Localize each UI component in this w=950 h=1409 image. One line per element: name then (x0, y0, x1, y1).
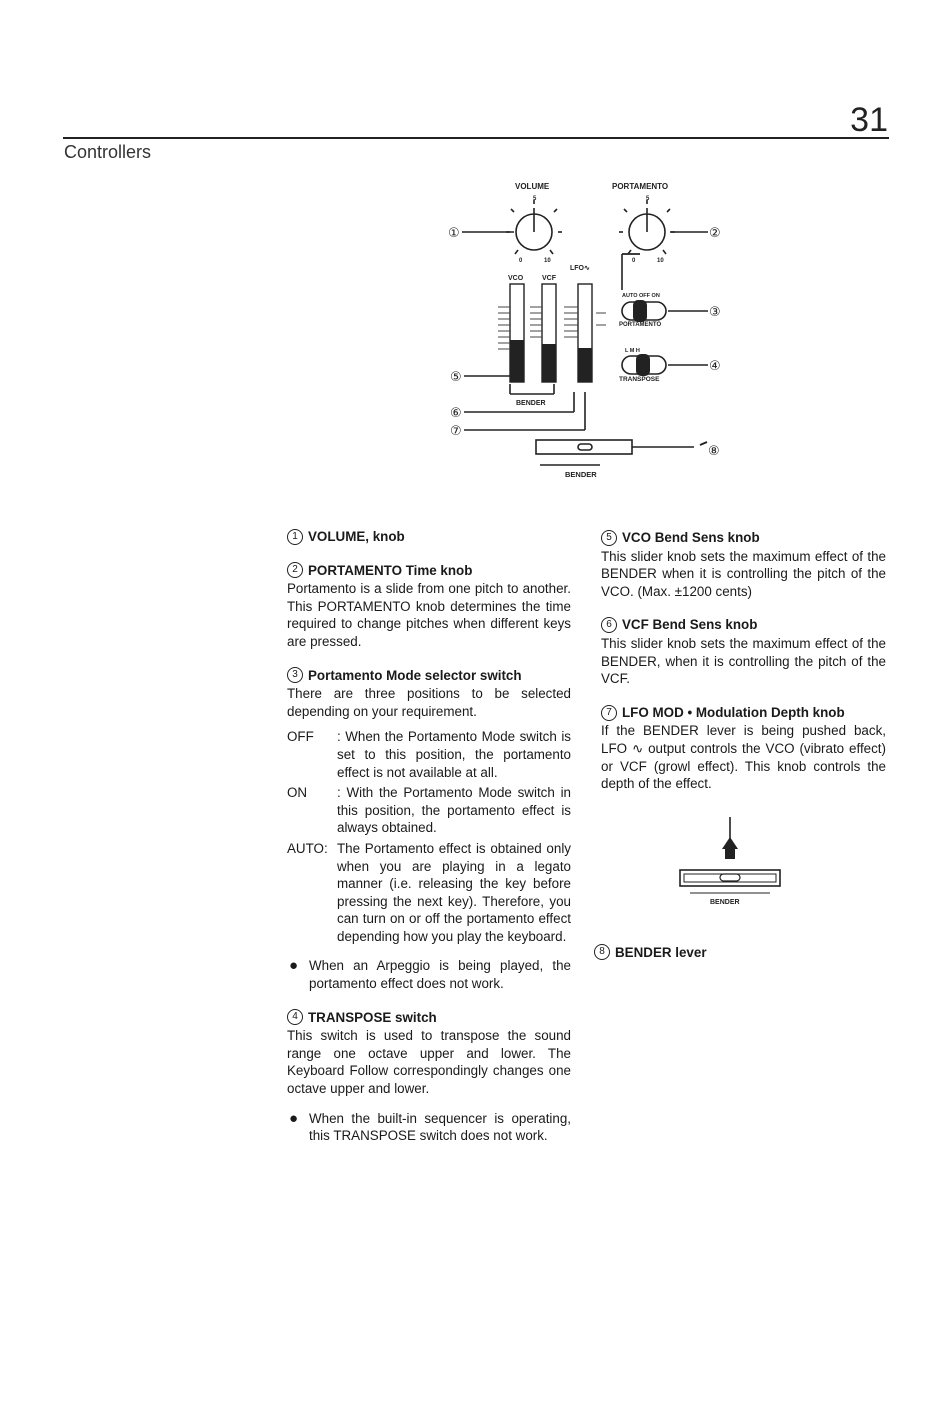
bender-lever-illustration (676, 815, 784, 910)
item-number: 7 (601, 705, 617, 721)
section-title: Controllers (64, 142, 152, 162)
bullet-text: When an Arpeggio is being played, the portamento effect does not work. (309, 958, 571, 992)
item-number: 8 (594, 944, 610, 960)
callout-2: ② (709, 226, 721, 241)
item-number: 6 (601, 617, 617, 633)
item-number: 1 (287, 529, 303, 545)
note-bullet (287, 1110, 571, 1145)
item-body: This slider knob sets the maximum effect of the BENDER when it is controlling the pitch of the VCO. (Max. ±1200 cents) (601, 548, 886, 599)
def-term: AUTO: (287, 840, 328, 856)
callout-4: ④ (709, 359, 721, 374)
item-title: VCF Bend Sens knob (622, 617, 758, 633)
item-title: PORTAMENTO Time knob (308, 562, 473, 578)
callout-5: ⑤ (450, 370, 462, 385)
auto-off-on-label: AUTO OFF ON (622, 293, 660, 299)
lfo-label: LFO∿ (570, 265, 590, 272)
mode-definitions (287, 728, 571, 945)
item-vcf-bend-sens (601, 616, 886, 687)
item-body: This slider knob sets the maximum effect of the BENDER, when it is controlling the pitch of the VCF. (601, 635, 886, 687)
def-term: OFF (287, 729, 314, 745)
portamento-scale-mid: 5 (646, 196, 650, 202)
lmh-label: L M H (625, 348, 640, 354)
note-bullet (287, 957, 571, 992)
item-body: There are three positions to be selected depending on your requirement. (287, 686, 571, 719)
item-lfo-mod (601, 704, 886, 793)
page-number: 31 (850, 101, 888, 139)
vcf-label: VCF (542, 275, 556, 282)
volume-scale-max: 10 (544, 258, 551, 264)
item-volume (287, 528, 571, 546)
callout-3: ③ (709, 305, 721, 320)
item-vco-bend-sens (601, 529, 886, 600)
callout-7: ⑦ (450, 424, 462, 439)
portamento-scale-max: 10 (657, 258, 664, 264)
item-portamento-mode (287, 667, 571, 993)
item-title: TRANSPOSE switch (308, 1009, 437, 1025)
portamento-scale-min: 0 (632, 258, 636, 264)
portamento-label: PORTAMENTO (612, 182, 669, 191)
bender-bracket-label: BENDER (516, 400, 546, 407)
item-title: Portamento Mode selector switch (308, 667, 522, 683)
callout-1: ① (448, 226, 460, 241)
item-body: Portamento is a slide from one pitch to another. This PORTAMENTO knob determines the time required to change pitches when different keys are pressed. (287, 581, 571, 649)
portamento-switch-label: PORTAMENTO (619, 322, 662, 328)
def-on (287, 784, 571, 837)
bender-bottom-label: BENDER (565, 470, 597, 479)
item-title: BENDER lever (615, 944, 707, 960)
volume-scale-mid: 5 (533, 196, 537, 202)
def-desc: : When the Portamento Mode switch is set to this position, the portamento effect is not available at all. (337, 729, 571, 780)
item-title: VOLUME, knob (308, 529, 405, 544)
item-body: If the BENDER lever is being pushed back, LFO ∿ output controls the VCO (vibrato effect) or VCF (growl effect). This knob controls the depth of the effect. (601, 723, 886, 792)
controller-diagram-svg (430, 172, 760, 492)
item-number: 4 (287, 1009, 303, 1025)
volume-label: VOLUME (515, 182, 550, 191)
controller-diagram (430, 172, 760, 492)
callout-8: ⑧ (708, 444, 720, 459)
item-bender-lever (594, 944, 707, 960)
item-number: 5 (601, 530, 617, 546)
item-number: 3 (287, 667, 303, 683)
item-body: This switch is used to transpose the sound range one octave upper and lower. The Keyboard Follow correspondingly changes one octave upper and lower. (287, 1028, 571, 1097)
transpose-label: TRANSPOSE (619, 376, 660, 383)
bullet-icon: ● (289, 1109, 299, 1127)
left-column (287, 528, 571, 1161)
item-title: LFO MOD • Modulation Depth knob (622, 704, 845, 720)
def-term: ON (287, 785, 308, 801)
def-desc: : With the Portamento Mode switch in this position, the portamento effect is always obtained. (337, 785, 571, 836)
item-transpose (287, 1009, 571, 1145)
bullet-icon: ● (289, 957, 299, 975)
bullet-text: When the built-in sequencer is operating, this TRANSPOSE switch does not work. (309, 1110, 571, 1144)
bender-lever-svg (676, 815, 784, 910)
def-auto (287, 840, 571, 946)
lever-label: BENDER (710, 899, 740, 906)
volume-scale-min: 0 (519, 258, 523, 264)
item-title: VCO Bend Sens knob (622, 530, 760, 545)
item-portamento-time (287, 562, 571, 651)
def-off (287, 728, 571, 781)
arrow-up-icon (722, 837, 738, 849)
callout-6: ⑥ (450, 406, 462, 421)
header-rule (63, 137, 889, 139)
item-number: 2 (287, 562, 303, 578)
right-column (601, 529, 886, 809)
vco-label: VCO (508, 275, 524, 282)
def-desc: The Portamento effect is obtained only when you are playing in a legato manner (i.e. releasing the key before pressing the next key). Therefore, you can turn on or off the portamento effect depending how you play the keyboard. (337, 840, 571, 944)
